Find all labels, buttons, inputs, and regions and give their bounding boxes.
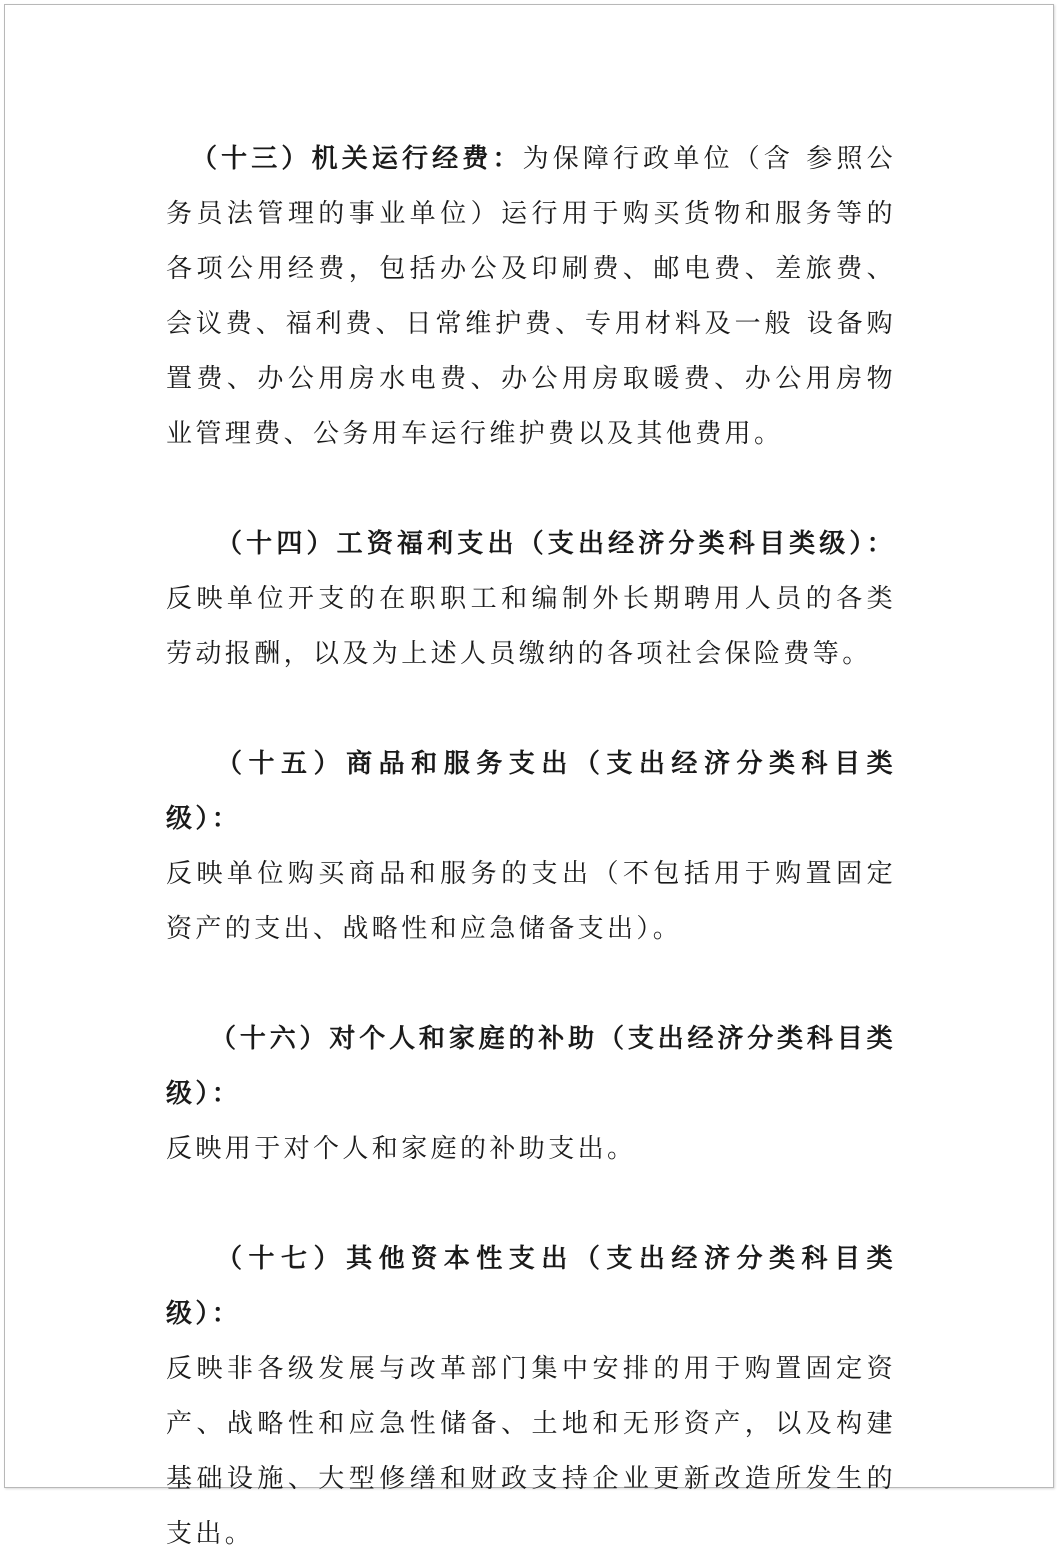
- section-13-body: 为保障行政单位（含 参照公务员法管理的事业单位）运行用于购买货物和服务等的各项公用经费，包括办公及印刷费、邮电费、差旅费、会议费、福利费、日常维护费、专用材料及一般 设备购置费、办公用房水电费、办公用房取暖费、办公用房物业管理费、公务用车运行维护费以及其他费用。: [166, 144, 896, 449]
- section-17: [166, 1232, 896, 1562]
- section-13-heading: （十三）机关运行经费：: [191, 144, 523, 174]
- section-13: [166, 132, 896, 462]
- document-body: [166, 132, 896, 1562]
- section-16: [166, 1012, 896, 1177]
- section-14-heading: （十四）工资福利支出（支出经济分类科目类级）：: [216, 529, 896, 559]
- section-16-body: 反映用于对个人和家庭的补助支出。: [166, 1134, 637, 1164]
- section-15: [166, 737, 896, 957]
- section-14-body: 反映单位开支的在职职工和编制外长期聘用人员的各类劳动报酬，以及为上述人员缴纳的各项社会保险费等。: [166, 584, 896, 669]
- section-17-heading: （十七）其他资本性支出（支出经济分类科目类级）：: [166, 1244, 896, 1329]
- section-14: [166, 517, 896, 682]
- section-15-heading: （十五）商品和服务支出（支出经济分类科目类级）：: [166, 749, 896, 834]
- section-17-body: 反映非各级发展与改革部门集中安排的用于购置固定资产、战略性和应急性储备、土地和无形资产，以及构建基础设施、大型修缮和财政支持企业更新改造所发生的支出。: [166, 1354, 896, 1549]
- section-15-body: 反映单位购买商品和服务的支出（不包括用于购置固定资产的支出、战略性和应急储备支出）。: [166, 859, 896, 944]
- section-16-heading: （十六）对个人和家庭的补助（支出经济分类科目类级）：: [166, 1024, 896, 1109]
